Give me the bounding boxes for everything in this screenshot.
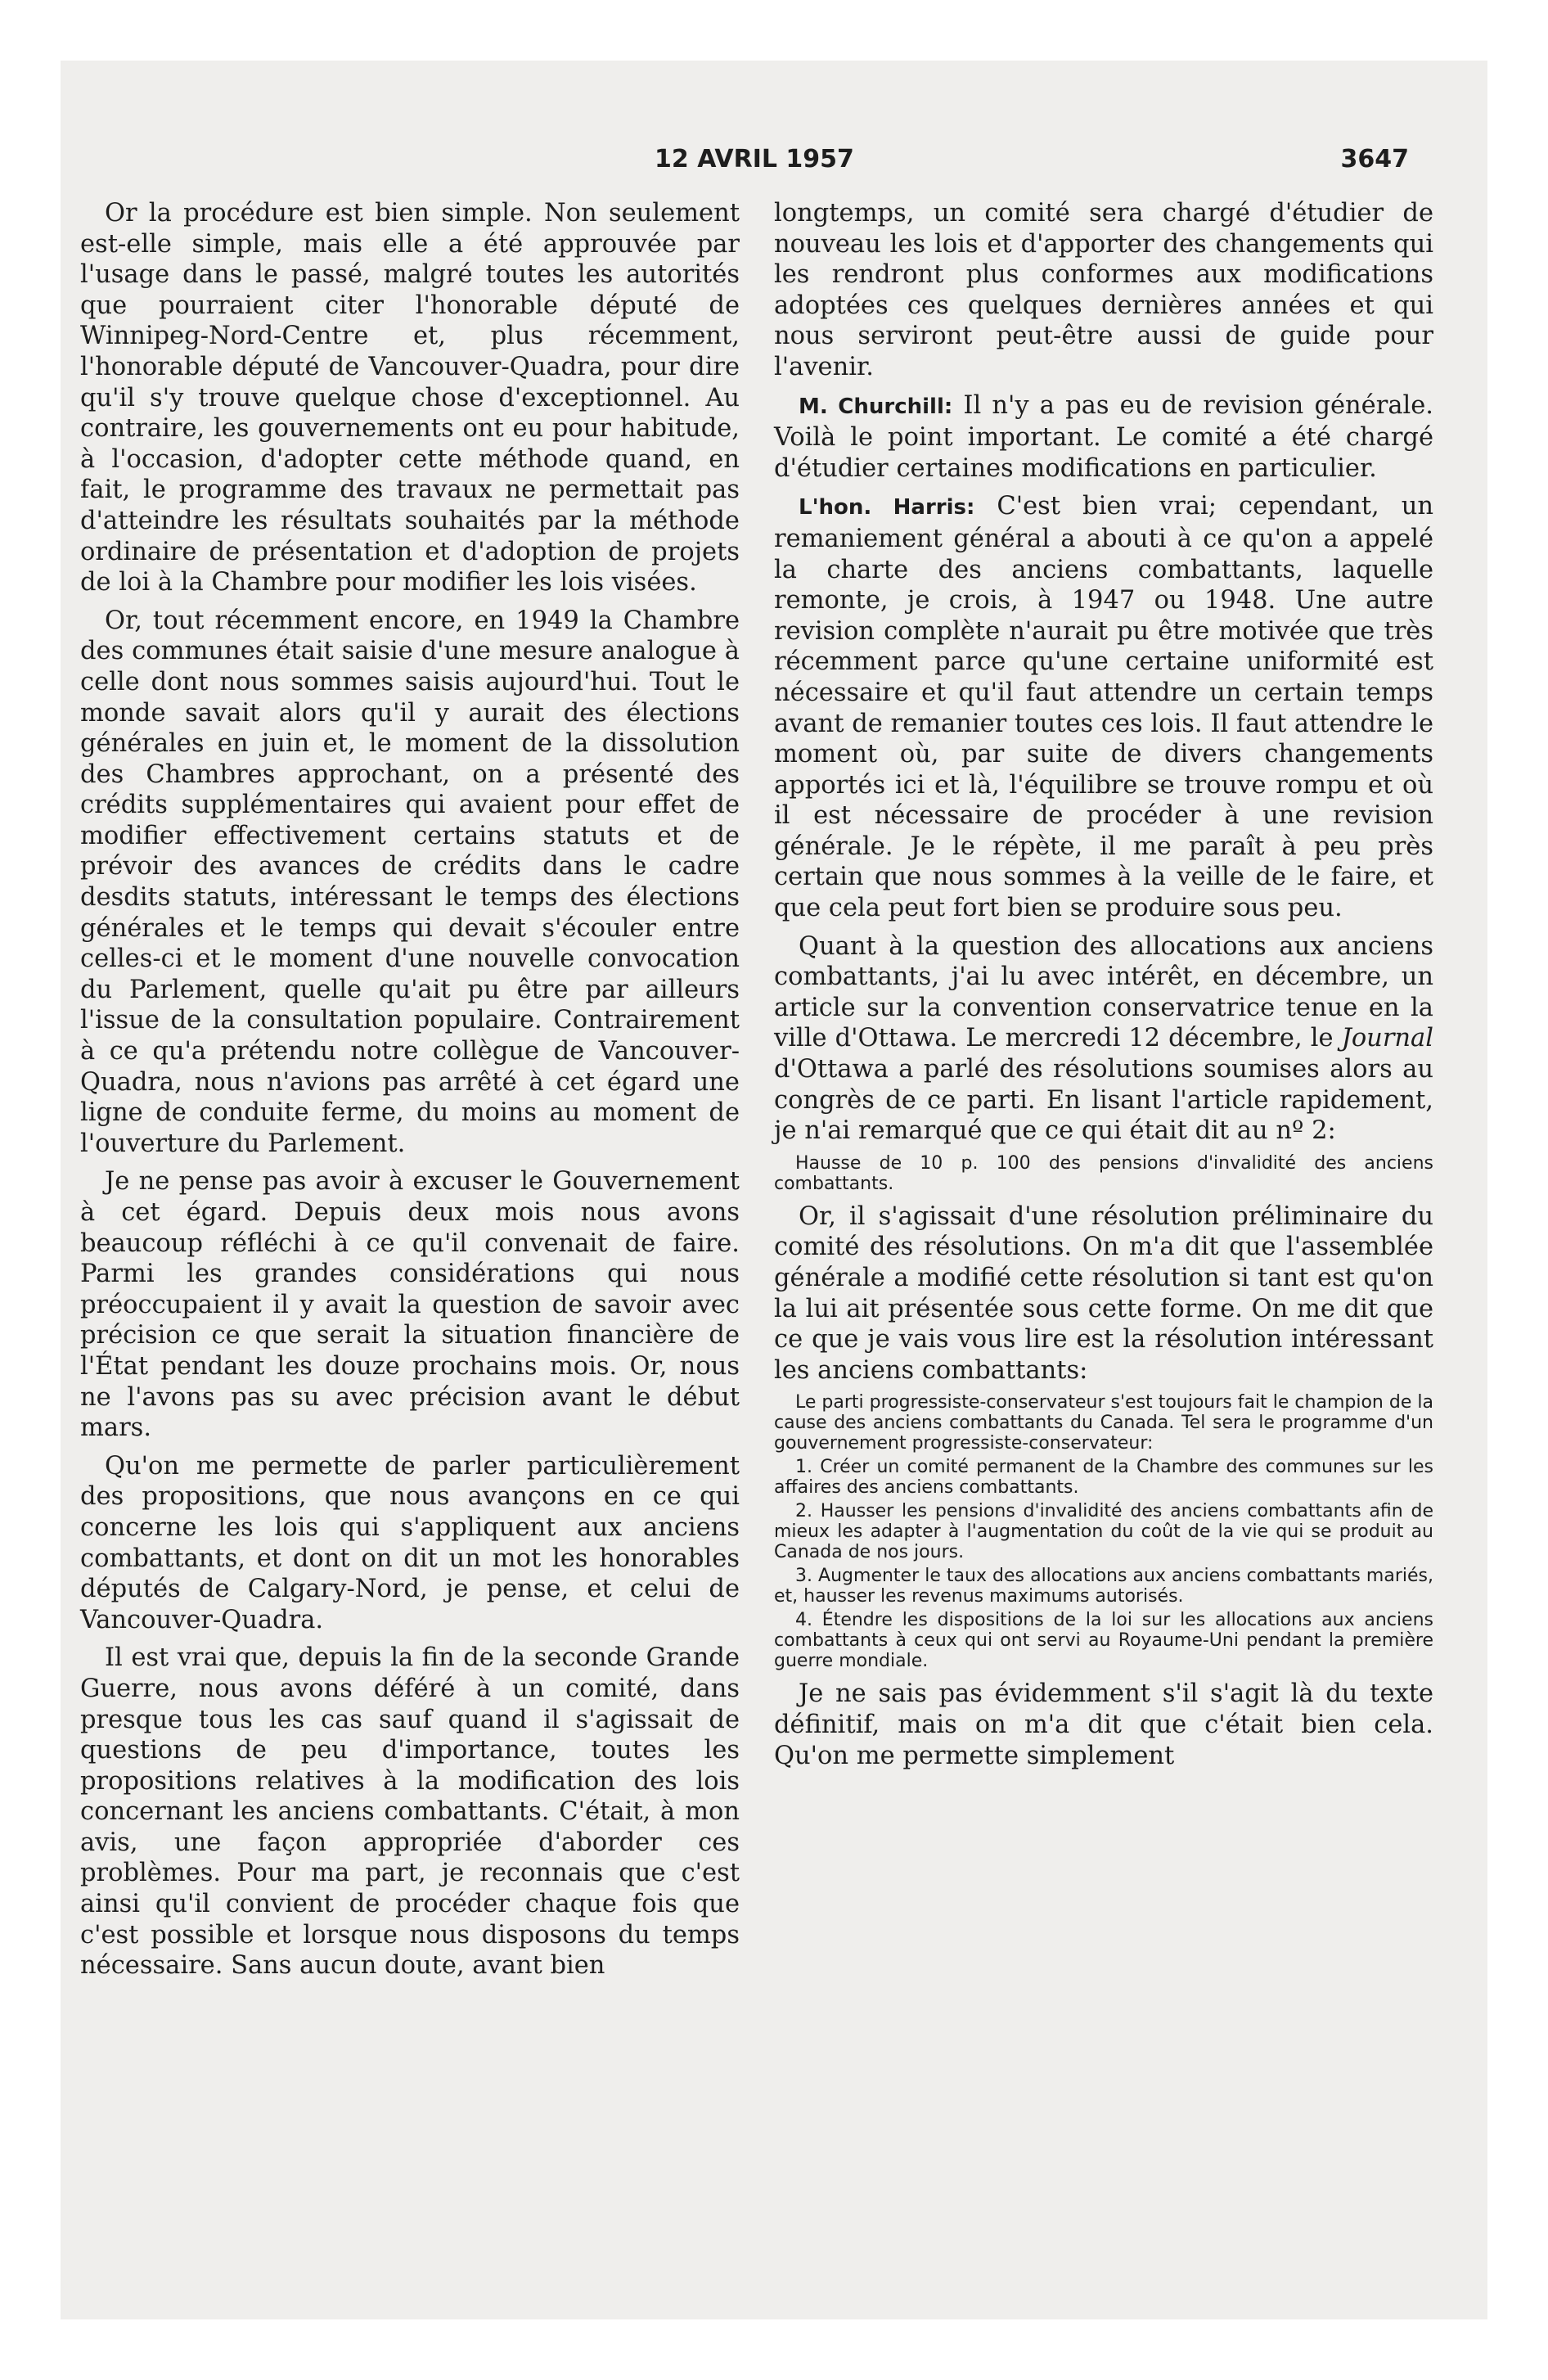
journal-title: Journal [1341, 1024, 1433, 1053]
paragraph: Il est vrai que, depuis la fin de la seconde Grande Guerre, nous avons déféré à un comité, dans presque tous les cas sauf quand il s'agissait de questions de peu d'importance, toutes les propositions relatives à la modification des lois concernant les anciens combattants. C'était, à mon avis, une façon appropriée d'aborder ces problèmes. Pour ma part, je reconnais que c'est ainsi qu'il convient de procéder chaque fois que c'est possible et lorsque nous disposons du temps nécessaire. Sans aucun doute, avant bien [80, 1643, 740, 1981]
speech-text: Il n'y a pas eu de revision générale. Voilà le point important. Le comité a été chargé d'étudier certaines modifications en particulier. [774, 390, 1433, 483]
page-scan [61, 61, 1487, 2319]
quote-list-item: 4. Étendre les dispositions de la loi sur les allocations aux anciens combattants à ceux qui ont servi au Royaume-Uni pendant la première guerre mondiale. [774, 1610, 1433, 1672]
header-date: 12 AVRIL 1957 [655, 145, 854, 174]
quote-list-item: 2. Hausser les pensions d'invalidité des anciens combattants afin de mieux les adapter à l'augmentation du coût de la vie qui se produit au Canada de nos jours. [774, 1501, 1433, 1563]
page-header [61, 145, 1487, 194]
paragraph: Or la procédure est bien simple. Non seulement est-elle simple, mais elle a été approuvée par l'usage dans le passé, malgré toutes les autorités que pourraient citer l'honorable député de Winnipeg-Nord-Centre et, plus récemment, l'honorable député de Vancouver-Quadra, pour dire qu'il s'y trouve quelque chose d'exceptionnel. Au contraire, les gouvernements ont eu pour habitude, à l'occasion, d'adopter cette méthode quand, en fait, le programme des travaux ne permettait pas d'atteindre les résultats souhaités par la méthode ordinaire de présentation et d'adoption de projets de loi à la Chambre pour modifier les lois visées. [80, 199, 740, 597]
paragraph: Or, tout récemment encore, en 1949 la Chambre des communes était saisie d'une mesure analogue à celle dont nous sommes saisis aujourd'hui. Tout le monde savait alors qu'il y aurait des élections générales en juin et, le moment de la dissolution des Chambres approchant, on a présenté des crédits supplémentaires qui avaient pour effet de modifier effectivement certains statuts et de prévoir des avances de crédits dans le cadre desdits statuts, intéressant le temps des élections générales et le temps qui devait s'écouler entre celles-ci et le moment d'une nouvelle convocation du Parlement, quelle qu'ait pu être par ailleurs l'issue de la consultation populaire. Contrairement à ce qu'a prétendu notre collègue de Vancouver-Quadra, nous n'avions pas arrêté à cet égard une ligne de conduite ferme, du moins au moment de l'ouverture du Parlement. [80, 606, 740, 1158]
paragraph [774, 931, 1433, 1147]
paragraph: Qu'on me permette de parler particulièrement des propositions, que nous avançons en ce qui concerne les lois qui s'appliquent aux anciens combattants, et dont on dit un mot les honorables députés de Calgary-Nord, je pense, et celui de Vancouver-Quadra. [80, 1451, 740, 1634]
page-number: 3647 [1340, 145, 1409, 174]
speech-churchill [774, 390, 1433, 485]
speech-harris [774, 491, 1433, 923]
left-column [80, 198, 740, 1981]
speaker-name: M. Churchill: [799, 394, 953, 419]
text-run: d'Ottawa a parlé des résolutions soumises alors au congrès de ce parti. En lisant l'article rapidement, je n'ai remarqué que ce qui était dit au nº 2: [774, 1055, 1433, 1146]
paragraph: Or, il s'agissait d'une résolution préliminaire du comité des résolutions. On m'a dit que l'assemblée générale a modifié cette résolution si tant est qu'on la lui ait présentée sous cette forme. On me dit que ce que je vais vous lire est la résolution intéressant les anciens combattants: [774, 1201, 1433, 1385]
block-quote: Le parti progressiste-conservateur s'est toujours fait le champion de la cause des anciens combattants du Canada. Tel sera le programme d'un gouvernement progressiste-conservateur: [774, 1392, 1433, 1454]
speaker-name: L'hon. Harris: [799, 495, 975, 521]
text-run: Quant à la question des allocations aux anciens combattants, j'ai lu avec intérêt, en décembre, un article sur la convention conservatrice tenue en la ville d'Ottawa. Le mercredi 12 décembre, le [774, 931, 1433, 1053]
paragraph: Je ne sais pas évidemment s'il s'agit là du texte définitif, mais on m'a dit que c'était bien cela. Qu'on me permette simplement [774, 1679, 1433, 1770]
quote-list-item: 3. Augmenter le taux des allocations aux anciens combattants mariés, et, hausser les revenus maximums autorisés. [774, 1566, 1433, 1607]
right-column [774, 198, 1433, 1771]
paragraph: Je ne pense pas avoir à excuser le Gouvernement à cet égard. Depuis deux mois nous avons beaucoup réfléchi à ce qu'il convenait de faire. Parmi les grandes considérations qui nous préoccupaient il y avait la question de savoir avec précision ce que serait la situation financière de l'État pendant les douze prochains mois. Or, nous ne l'avons pas su avec précision avant le début mars. [80, 1167, 740, 1443]
speech-text: C'est bien vrai; cependant, un remaniement général a abouti à ce qu'on a appelé la charte des anciens combattants, laquelle remonte, je crois, à 1947 ou 1948. Une autre revision complète n'aurait pu être motivée que très récemment parce qu'une certaine uniformité est nécessaire et qu'il faut attendre un certain temps avant de remanier toutes ces lois. Il faut attendre le moment où, par suite de divers changements apportés ici et là, l'équilibre se trouve rompu et où il est nécessaire de procéder à une revision générale. Je le répète, il me paraît à peu près certain que nous sommes à la veille de le faire, et que cela peut fort bien se produire sous peu. [774, 492, 1433, 923]
block-quote: Hausse de 10 p. 100 des pensions d'invalidité des anciens combattants. [774, 1152, 1433, 1194]
paragraph: longtemps, un comité sera chargé d'étudier de nouveau les lois et d'apporter des changements qui les rendront plus conformes aux modifications adoptées ces quelques dernières années et qui nous serviront peut-être aussi de guide pour l'avenir. [774, 199, 1433, 381]
quote-list-item: 1. Créer un comité permanent de la Chambre des communes sur les affaires des anciens combattants. [774, 1457, 1433, 1499]
